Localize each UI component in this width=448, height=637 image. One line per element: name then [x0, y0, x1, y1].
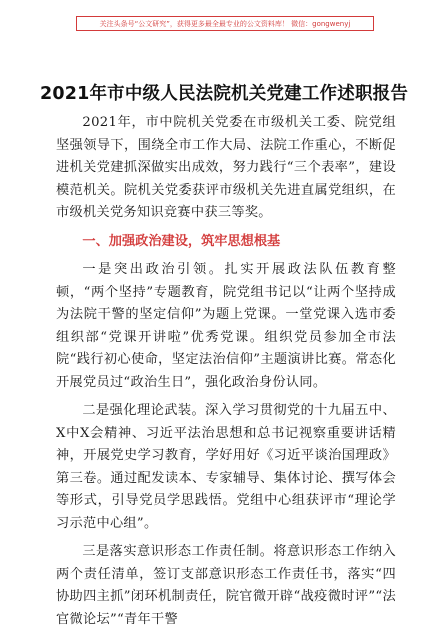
section-paragraph-1: 一是突出政治引领。扎实开展政法队伍教育整顿，“两个坚持”专题教育，院党组书记以“让两个坚持成为法院干警的坚定信仰”为题上党课。一堂党课入选市委组织部“党课开讲啦”优秀党课。组织党员参加全市法院“践行初心使命，坚定法治信仰”主题演讲比赛。常态化开展党员过“政治生日”，强化政治身份认同。	[56, 262, 396, 390]
section-heading: 一、加强政治建设，筑牢思想根基	[82, 233, 281, 249]
intro-paragraph: 2021年，市中院机关党委在市级机关工委、院党组坚强领导下，围绕全市工作大局、法院工作重心，不断促进机关党建抓深做实出成效，努力践行“三个表率”，建设模范机关。院机关党委获评市级机关先进直属党组织，在市级机关党务知识竞赛中获三等奖。	[56, 115, 396, 220]
promo-banner: 关注头条号“公文研究”，获得更多最全最专业的公文资料库！ 微信：gongwenyj	[76, 16, 374, 31]
document-title: 2021年市中级人民法院机关党建工作述职报告	[39, 84, 409, 104]
section-paragraph-3: 三是落实意识形态工作责任制。将意识形态工作纳入两个责任清单，签订支部意识形态工作责任书，落实“四协助四主抓”闭环机制责任，院官微开辟“战疫微时评”“法官微论坛”“青年干警	[56, 544, 396, 627]
section-paragraph-2: 二是强化理论武装。深入学习贯彻党的十九届五中、X中X会精神、习近平法治思想和总书记视察重要讲话精神，开展党史学习教育，学好用好《习近平谈治国理政》第三卷。通过配发读本、专家辅导、集体讨论、撰写体会等形式，引导党员学思践悟。党组中心组获评市“理论学习示范中心组”。	[56, 403, 396, 531]
document-body	[56, 112, 396, 637]
